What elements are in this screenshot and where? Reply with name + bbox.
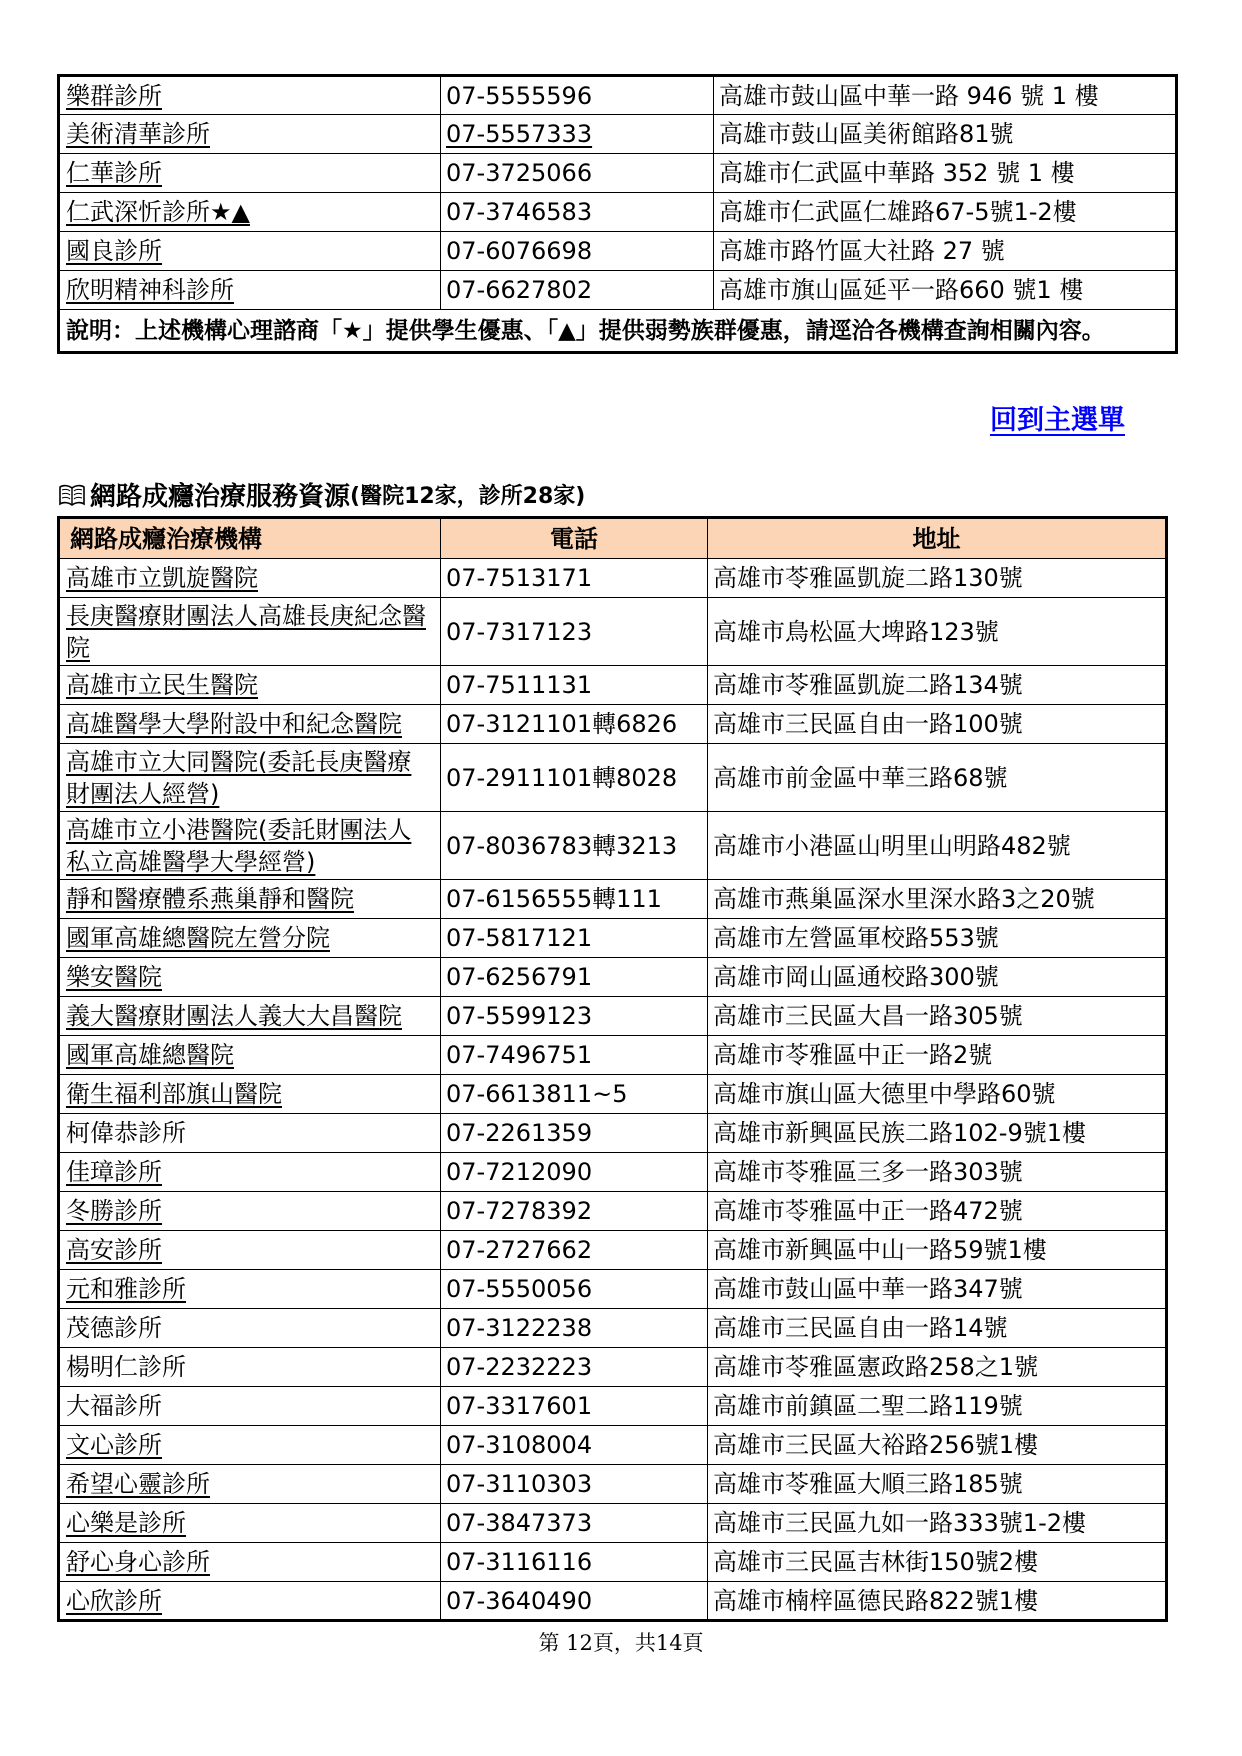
phone-number: 07-3746583 (446, 198, 593, 226)
phone-number: 07-5555596 (446, 81, 593, 110)
table-row (59, 1348, 1167, 1387)
address-cell: 高雄市左營區軍校路553號 (708, 919, 1167, 958)
address-cell: 高雄市三民區自由一路14號 (708, 1309, 1167, 1348)
address-cell: 高雄市仁武區仁雄路67-5號1-2樓 (714, 193, 1177, 232)
phone-number: 07-3317601 (446, 1392, 593, 1420)
table-row (59, 666, 1167, 705)
institution-cell (59, 919, 441, 958)
institution-cell (59, 744, 441, 812)
phone-cell (441, 1348, 708, 1387)
address-cell: 高雄市三民區自由一路100號 (708, 705, 1167, 744)
address-cell: 高雄市旗山區大德里中學路60號 (708, 1075, 1167, 1114)
institution-link[interactable]: 靜和醫療體系燕巢靜和醫院 (66, 885, 354, 913)
phone-number: 07-3116116 (446, 1548, 593, 1576)
institution-name: 大福診所 (66, 1392, 162, 1420)
table-row (59, 559, 1167, 598)
institution-cell (59, 1387, 441, 1426)
address-cell: 高雄市新興區中山一路59號1樓 (708, 1231, 1167, 1270)
phone-cell (441, 1192, 708, 1231)
institution-cell (59, 1075, 441, 1114)
institution-cell (59, 1582, 441, 1621)
address-cell: 高雄市新興區民族二路102-9號1樓 (708, 1114, 1167, 1153)
table-row (59, 598, 1167, 666)
phone-cell (441, 958, 708, 997)
table-row (59, 919, 1167, 958)
institution-link[interactable]: 文心診所 (66, 1431, 162, 1459)
phone-number: 07-3108004 (446, 1431, 593, 1459)
phone-cell (441, 559, 708, 598)
address-cell: 高雄市旗山區延平一路660 號1 樓 (714, 271, 1177, 310)
institution-cell (59, 1270, 441, 1309)
institution-cell (59, 1036, 441, 1075)
phone-cell (441, 232, 714, 271)
phone-number: 07-3640490 (446, 1586, 593, 1615)
address-cell: 高雄市路竹區大社路 27 號 (714, 232, 1177, 271)
phone-cell (441, 1270, 708, 1309)
phone-number: 07-2232223 (446, 1353, 593, 1381)
phone-number: 07-7317123 (446, 617, 593, 646)
table-row (59, 1114, 1167, 1153)
institution-link[interactable]: 國軍高雄總醫院 (66, 1041, 234, 1069)
page-footer: 第 12頁，共14頁 (538, 1631, 704, 1655)
phone-cell (441, 1504, 708, 1543)
table-row (59, 958, 1167, 997)
institution-link[interactable]: 欣明精神科診所 (66, 276, 234, 304)
address-cell: 高雄市楠梓區德民路822號1樓 (708, 1582, 1167, 1621)
institution-link[interactable]: 衛生福利部旗山醫院 (66, 1080, 282, 1108)
address-cell: 高雄市苓雅區凱旋二路130號 (708, 559, 1167, 598)
institution-link[interactable]: 高雄市立小港醫院(委託財團法人私立高雄醫學大學經營) (66, 815, 412, 876)
address-cell: 高雄市三民區大裕路256號1樓 (708, 1426, 1167, 1465)
phone-number: 07-6076698 (446, 237, 593, 265)
phone-cell (441, 1426, 708, 1465)
phone-number: 07-5599123 (446, 1002, 593, 1030)
section-subtitle: (醫院12家，診所28家) (350, 484, 586, 509)
institution-cell (59, 559, 441, 598)
address-cell: 高雄市鼓山區中華一路347號 (708, 1270, 1167, 1309)
address-cell: 高雄市小港區山明里山明路482號 (708, 812, 1167, 880)
institution-link[interactable]: 長庚醫療財團法人高雄長庚紀念醫院 (66, 601, 426, 662)
section-title: 網路成癮治療服務資源 (90, 482, 351, 512)
institution-cell (59, 598, 441, 666)
phone-number: 07-2911101轉8028 (446, 763, 678, 792)
table-row (59, 1231, 1167, 1270)
institution-cell (59, 271, 441, 310)
table-row (59, 1270, 1167, 1309)
institution-link[interactable]: 美術清華診所 (66, 120, 210, 148)
phone-number: 07-3122238 (446, 1314, 593, 1342)
phone-number: 07-6613811~5 (446, 1080, 628, 1108)
address-cell: 高雄市三民區九如一路333號1-2樓 (708, 1504, 1167, 1543)
table-row (59, 1036, 1167, 1075)
institution-cell (59, 1231, 441, 1270)
institution-cell (59, 115, 441, 154)
table-row (59, 1543, 1167, 1582)
table-row (59, 812, 1167, 880)
institution-cell (59, 1114, 441, 1153)
institution-cell (59, 1153, 441, 1192)
phone-cell (441, 919, 708, 958)
institution-cell (59, 193, 441, 232)
institution-link[interactable]: 心樂是診所 (66, 1509, 186, 1537)
phone-number: 07-3121101轉6826 (446, 710, 678, 738)
phone-number: 07-3725066 (446, 159, 593, 187)
institution-cell (59, 76, 441, 115)
address-cell: 高雄市三民區吉林街150號2樓 (708, 1543, 1167, 1582)
institution-link[interactable]: 樂群診所 (66, 81, 162, 110)
institution-cell (59, 1309, 441, 1348)
institution-link[interactable]: 高雄市立凱旋醫院 (66, 564, 258, 592)
address-cell: 高雄市苓雅區三多一路303號 (708, 1153, 1167, 1192)
institution-name: 楊明仁診所 (66, 1353, 186, 1381)
back-to-main-menu-link[interactable]: 回到主選單 (990, 405, 1125, 436)
institution-cell (59, 958, 441, 997)
institution-cell (59, 1543, 441, 1582)
institution-link[interactable]: 國軍高雄總醫院左營分院 (66, 924, 330, 952)
address-cell: 高雄市苓雅區憲政路258之1號 (708, 1348, 1167, 1387)
table-row (59, 193, 1177, 232)
table-row (59, 1309, 1167, 1348)
table-row (59, 232, 1177, 271)
phone-number: 07-7513171 (446, 564, 593, 592)
phone-cell (441, 812, 708, 880)
phone-cell (441, 1114, 708, 1153)
phone-cell (441, 997, 708, 1036)
institution-link[interactable]: 義大醫療財團法人義大大昌醫院 (66, 1002, 402, 1030)
header-address: 地址 (708, 518, 1167, 559)
institution-cell (59, 666, 441, 705)
table-row (59, 880, 1167, 919)
address-cell: 高雄市鼓山區中華一路 946 號 1 樓 (714, 76, 1177, 115)
institution-link[interactable]: 佳璋診所 (66, 1158, 162, 1186)
institution-link[interactable]: 高雄醫學大學附設中和紀念醫院 (66, 710, 402, 738)
address-cell: 高雄市仁武區中華路 352 號 1 樓 (714, 154, 1177, 193)
address-cell: 高雄市燕巢區深水里深水路3之20號 (708, 880, 1167, 919)
phone-cell (441, 666, 708, 705)
phone-number: 07-2727662 (446, 1236, 593, 1264)
table-row (59, 1582, 1167, 1621)
institution-cell (59, 812, 441, 880)
institution-cell (59, 1465, 441, 1504)
table-row (59, 1075, 1167, 1114)
phone-number: 07-7278392 (446, 1197, 593, 1225)
phone-cell (441, 880, 708, 919)
institution-cell (59, 880, 441, 919)
phone-number: 07-6156555轉111 (446, 885, 662, 913)
address-cell: 高雄市苓雅區大順三路185號 (708, 1465, 1167, 1504)
address-cell: 高雄市前金區中華三路68號 (708, 744, 1167, 812)
phone-cell (441, 598, 708, 666)
table-row (59, 271, 1177, 310)
institution-cell (59, 154, 441, 193)
phone-cell (441, 76, 714, 115)
phone-cell (441, 744, 708, 812)
table-row (59, 1426, 1167, 1465)
institution-link[interactable]: 國良診所 (66, 237, 162, 265)
institution-name: 柯偉恭診所 (66, 1119, 186, 1147)
table-note: 說明：上述機構心理諮商「★」提供學生優惠、「▲」提供弱勢族群優惠，請逕洽各機構查詢相關內容。 (59, 310, 1177, 353)
institution-cell (59, 1192, 441, 1231)
address-cell: 高雄市苓雅區凱旋二路134號 (708, 666, 1167, 705)
institution-cell (59, 1426, 441, 1465)
phone-cell (441, 1543, 708, 1582)
phone-cell (441, 1387, 708, 1426)
institution-cell (59, 232, 441, 271)
phone-number: 07-7496751 (446, 1041, 593, 1069)
institution-cell (59, 1504, 441, 1543)
phone-number: 07-7212090 (446, 1158, 593, 1186)
address-cell: 高雄市苓雅區中正一路2號 (708, 1036, 1167, 1075)
institution-link[interactable]: 心欣診所 (66, 1586, 162, 1615)
institution-link[interactable]: 元和雅診所 (66, 1275, 186, 1303)
clinic-table-continued (57, 74, 1178, 354)
address-cell: 高雄市鳥松區大埤路123號 (708, 598, 1167, 666)
address-cell: 高雄市岡山區通校路300號 (708, 958, 1167, 997)
header-institution: 網路成癮治療機構 (59, 518, 441, 559)
institution-link[interactable]: 高雄市立大同醫院(委託長庚醫療財團法人經營) (66, 747, 412, 808)
internet-addiction-resource-table (57, 516, 1168, 1622)
institution-name: 茂德診所 (66, 1314, 162, 1342)
table-row (59, 1192, 1167, 1231)
phone-cell (441, 1465, 708, 1504)
phone-number: 07-7511131 (446, 671, 593, 699)
table-row (59, 744, 1167, 812)
phone-cell (441, 1036, 708, 1075)
institution-link[interactable]: 仁華診所 (66, 159, 162, 187)
table-row (59, 1387, 1167, 1426)
table-row (59, 115, 1177, 154)
institution-cell (59, 705, 441, 744)
institution-link[interactable]: 舒心身心診所 (66, 1548, 210, 1576)
phone-cell (441, 1582, 708, 1621)
institution-link[interactable]: 希望心靈診所 (66, 1470, 210, 1498)
phone-cell (441, 1153, 708, 1192)
institution-link[interactable]: 仁武深忻診所★▲ (66, 198, 250, 226)
institution-link[interactable]: 高雄市立民生醫院 (66, 671, 258, 699)
phone-cell (441, 193, 714, 232)
table-row (59, 1504, 1167, 1543)
institution-link[interactable]: 樂安醫院 (66, 963, 162, 991)
table-row (59, 705, 1167, 744)
header-phone: 電話 (441, 518, 708, 559)
institution-cell (59, 997, 441, 1036)
phone-number: 07-5557333 (446, 120, 593, 148)
phone-cell (441, 1309, 708, 1348)
phone-cell (441, 1231, 708, 1270)
table-row (59, 1153, 1167, 1192)
phone-number: 07-8036783轉3213 (446, 831, 678, 860)
book-icon (58, 484, 86, 506)
phone-cell (441, 154, 714, 193)
table-row (59, 154, 1177, 193)
table-row (59, 997, 1167, 1036)
phone-number: 07-3110303 (446, 1470, 593, 1498)
address-cell: 高雄市鼓山區美術館路81號 (714, 115, 1177, 154)
address-cell: 高雄市苓雅區中正一路472號 (708, 1192, 1167, 1231)
phone-number: 07-6256791 (446, 963, 593, 991)
phone-cell (441, 1075, 708, 1114)
phone-number: 07-5817121 (446, 924, 593, 952)
phone-cell (441, 271, 714, 310)
institution-cell (59, 1348, 441, 1387)
phone-cell (441, 705, 708, 744)
phone-cell (441, 115, 714, 154)
institution-link[interactable]: 冬勝診所 (66, 1197, 162, 1225)
table-row (59, 1465, 1167, 1504)
section-heading (58, 476, 585, 513)
institution-link[interactable]: 高安診所 (66, 1236, 162, 1264)
phone-number: 07-6627802 (446, 276, 593, 304)
address-cell: 高雄市三民區大昌一路305號 (708, 997, 1167, 1036)
phone-number: 07-2261359 (446, 1119, 593, 1147)
table-row (59, 76, 1177, 115)
address-cell: 高雄市前鎮區二聖二路119號 (708, 1387, 1167, 1426)
phone-number: 07-3847373 (446, 1509, 593, 1537)
phone-number: 07-5550056 (446, 1275, 593, 1303)
